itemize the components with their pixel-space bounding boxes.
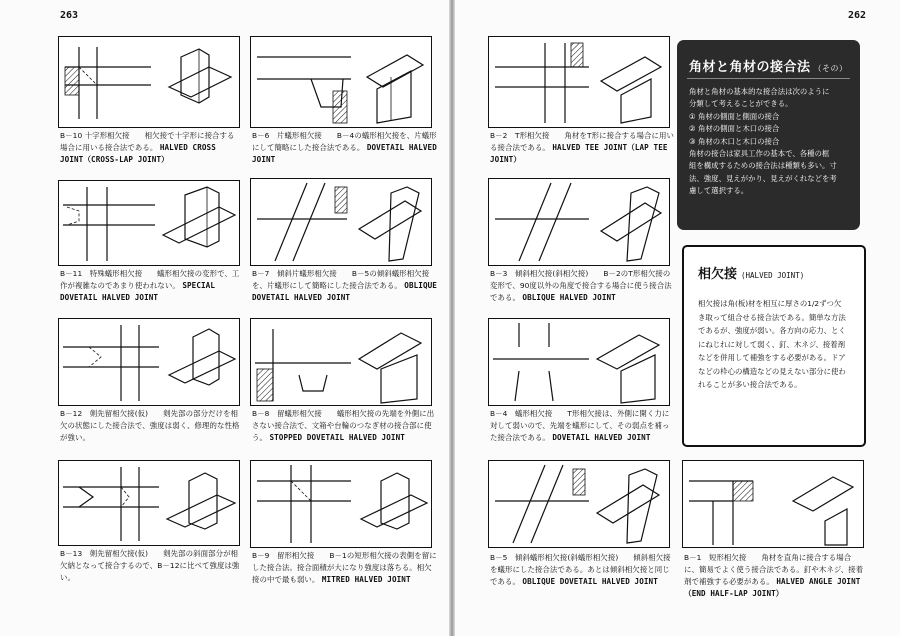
section-line: れることが多い接合法である。: [698, 380, 802, 389]
caption-b12: [60, 408, 242, 444]
sidebar-line: 法、強度、見えがかり、見えがくれなどを考: [689, 173, 837, 183]
sidebar-title-sub: （その）: [813, 64, 848, 73]
section-body: [698, 297, 852, 392]
section-line: などの枠心の構造などの見えない部分に使わ: [698, 366, 846, 376]
page-number-right: 262: [848, 10, 867, 21]
caption-b6-en: DOVETAIL HALVED JOINT: [252, 143, 437, 164]
caption-b10-text: B－10 十字形相欠接 相欠接で十字形に接合する場合に用いる接合法である。: [60, 131, 235, 152]
caption-b4: [490, 408, 676, 444]
caption-b12-text: B－12 剣先留相欠接(仮) 剣先部の部分だけを相欠の状態にした接合法で、強度は弱く、修理的な性格が強い。: [60, 409, 240, 442]
caption-b11: [60, 268, 242, 304]
caption-b1-text: B－1 短形相欠接 角材を直角に接合する場合に、簡易でよく使う接合法である。釘や木ネジ、接着剤で補強する必要がある。: [684, 553, 864, 586]
section-box-halved-joint: [682, 245, 866, 447]
caption-b5-en: OBLIQUE DOVETAIL HALVED JOINT: [522, 577, 658, 586]
caption-b9-en: MITRED HALVED JOINT: [321, 575, 411, 584]
figure-b11: [58, 180, 240, 266]
figure-b8: [250, 318, 432, 406]
sidebar-line: ② 角材の側面と木口の接合: [689, 124, 780, 134]
caption-b2-text: B－2 T形相欠接 角材をT形に接合する場合に用いる接合法である。: [490, 131, 674, 152]
figure-b3: [488, 178, 670, 266]
section-line: 相欠接は角(板)材を相互に厚さの1/2ずつ欠: [698, 299, 842, 308]
figure-b5: [488, 460, 670, 548]
caption-b5: [490, 552, 676, 588]
caption-b7-en: OBLIQUE DOVETAIL HALVED JOINT: [252, 281, 437, 302]
sidebar-line: 角材の接合は家具工作の基本で、各種の框: [689, 149, 830, 159]
caption-b2-en: HALVED TEE JOINT（LAP TEE JOINT）: [490, 143, 668, 164]
section-title-sub: (HALVED JOINT): [741, 271, 805, 280]
figure-b12: [58, 318, 240, 406]
caption-b1-en: HALVED ANGLE JOINT（END HALF-LAP JOINT）: [684, 577, 861, 598]
figure-b1: [682, 460, 864, 548]
caption-b4-en: DOVETAIL HALVED JOINT: [552, 433, 651, 442]
caption-b4-text: B－4 蟻形相欠接 T形相欠接は、外側に開く力に対して弱いので、先端を蟻形にして、その弱点を補った接合法である。: [490, 409, 670, 442]
caption-b8-text: B－8 留蟻形相欠接 蟻形相欠接の先端を外側に出さない接合法で、文箱や台輪のつなぎ材の接合部に使う。: [252, 409, 435, 442]
caption-b3: [490, 268, 676, 304]
section-title: [698, 263, 804, 282]
figure-b9: [250, 460, 432, 548]
caption-b7-text: B－7 傾斜片蟻形相欠接 B－5の傾斜蟻形相欠接を、片蟻形にして簡略にした接合法である。: [252, 269, 430, 290]
caption-b11-text: B－11 特殊蟻形相欠接 蟻形相欠接の変形で、工作が複雑なのであまり使われない。: [60, 269, 240, 290]
figure-b13: [58, 460, 240, 546]
figure-b6: [250, 36, 432, 128]
section-line: き取って組合せる接合法である。簡単な方法: [698, 312, 846, 322]
caption-b3-en: OBLIQUE HALVED JOINT: [522, 293, 616, 302]
caption-b11-en: SPECIAL DOVETAIL HALVED JOINT: [60, 281, 216, 302]
caption-b13: [60, 548, 242, 584]
caption-b6-text: B－6 片蟻形相欠接 B－4の蟻形相欠接を、片蟻形にして簡略にした接合法である。: [252, 131, 437, 152]
figure-b7: [250, 178, 432, 266]
sidebar-line: 慮して選択する。: [689, 186, 749, 196]
section-title-text: 相欠接: [698, 267, 738, 282]
section-line: などを併用して補強をする必要がある。ドア: [698, 353, 846, 362]
caption-b2: [490, 130, 676, 166]
page-number-left: 263: [60, 10, 79, 21]
caption-b8-en: STOPPED DOVETAIL HALVED JOINT: [269, 433, 405, 442]
section-line: にねじれに対して弱く、釘、木ネジ、接着剤: [698, 339, 846, 349]
sidebar-title-text: 角材と角材の接合法: [689, 60, 811, 75]
caption-b8: [252, 408, 438, 444]
caption-b3-text: B－3 傾斜相欠接(斜相欠接) B－2のT形相欠接の変形で、90度以外の角度で接合する場合に使う接合法である。: [490, 269, 672, 302]
figure-b2: [488, 36, 670, 128]
sidebar-line: ① 角材の側面と側面の接合: [689, 111, 780, 121]
caption-b10-en: HALVED CROSS JOINT（CROSS-LAP JOINT）: [60, 143, 216, 164]
sidebar-title: [689, 56, 848, 75]
sidebar-line: 分類して考えることができる。: [689, 99, 793, 109]
book-gutter: [449, 0, 455, 636]
caption-b1: [684, 552, 866, 600]
figure-b10: [58, 36, 240, 128]
caption-b9-text: B－9 留形相欠接 B－1の短形相欠接の表側を留にした接合法。接合面積が大になり強度は落ちる。相欠接の中で最も弱い。: [252, 551, 437, 584]
caption-b7: [252, 268, 438, 304]
sidebar-line: 角材と角材の基本的な接合法は次のように: [689, 87, 830, 96]
section-line: であるが、強度が弱い。各方向の応力、とく: [698, 326, 846, 335]
sidebar-line: ③ 角材の木口と木口の接合: [689, 136, 780, 146]
caption-b9: [252, 550, 438, 586]
caption-b13-text: B－13 剣先留相欠接(仮) 剣先部の斜面部分が相欠納となって接合するので、B－12に比べて強度は強い。: [60, 549, 240, 582]
sidebar-line: 組を構成するための接合法は種類も多い。寸: [689, 161, 837, 171]
sidebar-box-square-joints: [677, 40, 860, 230]
sidebar-divider: [687, 78, 850, 79]
caption-b10: [60, 130, 242, 166]
caption-b6: [252, 130, 438, 166]
caption-b5-text: B－5 傾斜蟻形相欠接(斜蟻形相欠接) 傾斜相欠接を蟻形にした接合法である。あとは傾斜相欠接と同じである。: [490, 553, 671, 586]
sidebar-body: [689, 86, 850, 198]
figure-b4: [488, 318, 670, 406]
